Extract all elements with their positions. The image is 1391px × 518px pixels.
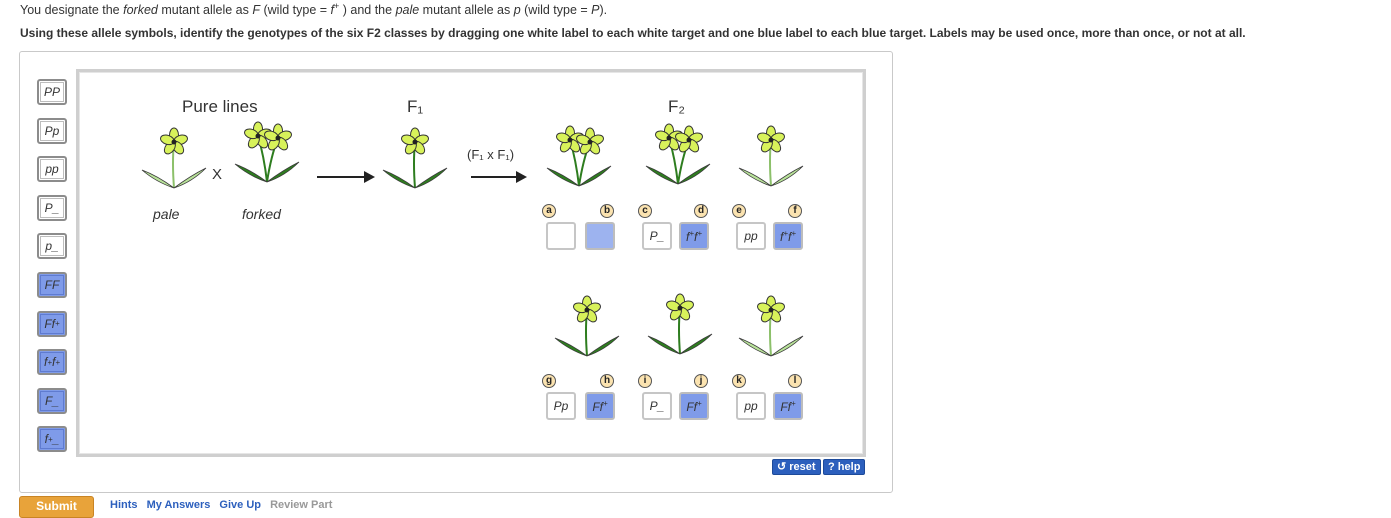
palette-label-text: Ff + — [40, 314, 64, 334]
help-icon: ? — [828, 461, 835, 473]
instruction-text: ) and the — [339, 3, 396, 18]
drop-target-white[interactable] — [546, 392, 576, 420]
palette-label-text: f + _ — [40, 429, 64, 449]
arrow-icon — [317, 171, 375, 183]
palette-label-text: p_ — [40, 236, 64, 256]
palette-label-white[interactable] — [37, 118, 67, 144]
instruction-text: You designate the — [20, 3, 124, 18]
instruction-text: pale — [395, 3, 420, 18]
instruction-text: p — [513, 3, 521, 18]
palette-label-text: P_ — [40, 198, 64, 218]
f1-cross-label: (F₁ x F₁) — [467, 147, 515, 162]
drop-target-value: Ff+ — [780, 398, 796, 414]
instruction-text: P — [591, 3, 600, 18]
palette-label-text: PP — [40, 82, 64, 102]
plant-pale — [142, 128, 206, 188]
diagram-canvas — [76, 69, 866, 457]
flower-icon — [575, 128, 604, 156]
arrow-icon — [471, 171, 527, 183]
target-letter-badge: c — [638, 204, 652, 218]
reset-icon: ↺ — [777, 461, 787, 473]
action-links — [110, 499, 338, 511]
drop-target-blue[interactable] — [585, 222, 615, 250]
reset-label: reset — [789, 461, 816, 473]
plant-pale — [739, 126, 803, 186]
target-letter-badge: g — [542, 374, 556, 388]
plant-forked — [646, 124, 710, 184]
palette-label-white[interactable] — [37, 195, 67, 221]
drop-target-white[interactable] — [642, 392, 672, 420]
instruction-text: forked — [123, 3, 158, 18]
hints-link[interactable]: Hints — [110, 499, 138, 511]
help-button[interactable] — [823, 459, 865, 475]
my-answers-link[interactable]: My Answers — [146, 499, 211, 511]
drop-target-white[interactable] — [642, 222, 672, 250]
palette-label-text: F_ — [40, 391, 64, 411]
target-letter-badge: h — [600, 374, 614, 388]
forked-caption: forked — [242, 206, 281, 222]
instruction-text: mutant allele as — [157, 3, 253, 18]
instruction-line-2: Using these allele symbols, identify the genotypes of the six F2 classes by dragging one white label to each white target and one blue label to each blue target. Labels may be used once, more than once, or not at all. — [20, 26, 1246, 40]
palette-label-blue[interactable] — [37, 426, 67, 452]
drop-target-value: Ff+ — [592, 398, 608, 414]
help-label: help — [837, 461, 861, 473]
target-letter-badge: j — [694, 374, 708, 388]
palette-label-text: pp — [40, 159, 64, 179]
plant-pale — [739, 296, 803, 356]
instruction-text: mutant allele as — [419, 3, 514, 18]
drop-target-white[interactable] — [546, 222, 576, 250]
target-letter-badge: i — [638, 374, 652, 388]
reset-button[interactable] — [772, 459, 821, 475]
palette-label-white[interactable] — [37, 79, 67, 105]
plant-forked — [235, 122, 299, 182]
palette-label-blue[interactable] — [37, 311, 67, 337]
pale-caption: pale — [153, 206, 180, 222]
f2-heading: F₂ — [668, 97, 685, 116]
palette-label-blue[interactable] — [37, 272, 67, 298]
pure-lines-heading: Pure lines — [182, 97, 258, 116]
target-letter-badge: a — [542, 204, 556, 218]
drop-target-blue[interactable] — [679, 392, 709, 420]
drop-target-white[interactable] — [736, 222, 766, 250]
instruction-line-1 — [20, 1, 607, 17]
drop-target-value: Ff+ — [686, 398, 702, 414]
target-letter-badge: d — [694, 204, 708, 218]
plant-normal — [555, 296, 619, 356]
submit-button[interactable]: Submit — [19, 496, 94, 518]
target-letter-badge: l — [788, 374, 802, 388]
palette-label-text: f + f + — [40, 352, 64, 372]
palette-label-blue[interactable] — [37, 349, 67, 375]
flower-icon — [674, 126, 703, 154]
instruction-text: + — [334, 1, 340, 11]
plant-forked — [547, 126, 611, 186]
palette-label-text: Pp — [40, 121, 64, 141]
drop-target-value: pp — [744, 399, 758, 413]
drop-target-value: f+f+ — [779, 228, 797, 244]
instruction-text: (wild type = — [260, 3, 331, 18]
drop-target-blue[interactable] — [773, 392, 803, 420]
palette-label-white[interactable] — [37, 233, 67, 259]
plant-normal — [383, 128, 447, 188]
drop-target-value: f+f+ — [685, 228, 703, 244]
f1-heading: F₁ — [407, 97, 424, 116]
target-letter-badge: b — [600, 204, 614, 218]
review-part-link[interactable]: Review Part — [270, 499, 333, 511]
flower-icon — [263, 124, 292, 152]
plant-normal — [648, 294, 712, 354]
drop-target-value: pp — [744, 229, 758, 243]
target-letter-badge: f — [788, 204, 802, 218]
palette-label-blue[interactable] — [37, 388, 67, 414]
palette-label-white[interactable] — [37, 156, 67, 182]
drop-target-blue[interactable] — [585, 392, 615, 420]
drop-target-value: P_ — [649, 229, 665, 243]
give-up-link[interactable]: Give Up — [219, 499, 261, 511]
instruction-text: ). — [599, 3, 608, 18]
palette-label-text: FF — [40, 275, 64, 295]
instruction-text: F — [252, 3, 260, 18]
instruction-text: f — [330, 3, 334, 18]
drop-target-value: Pp — [553, 399, 569, 413]
drop-target-white[interactable] — [736, 392, 766, 420]
drop-target-blue[interactable] — [773, 222, 803, 250]
target-letter-badge: e — [732, 204, 746, 218]
cross-symbol: X — [212, 166, 223, 183]
instruction-text: (wild type = — [520, 3, 592, 18]
target-letter-badge: k — [732, 374, 746, 388]
drop-target-value: P_ — [649, 399, 665, 413]
drop-target-blue[interactable] — [679, 222, 709, 250]
